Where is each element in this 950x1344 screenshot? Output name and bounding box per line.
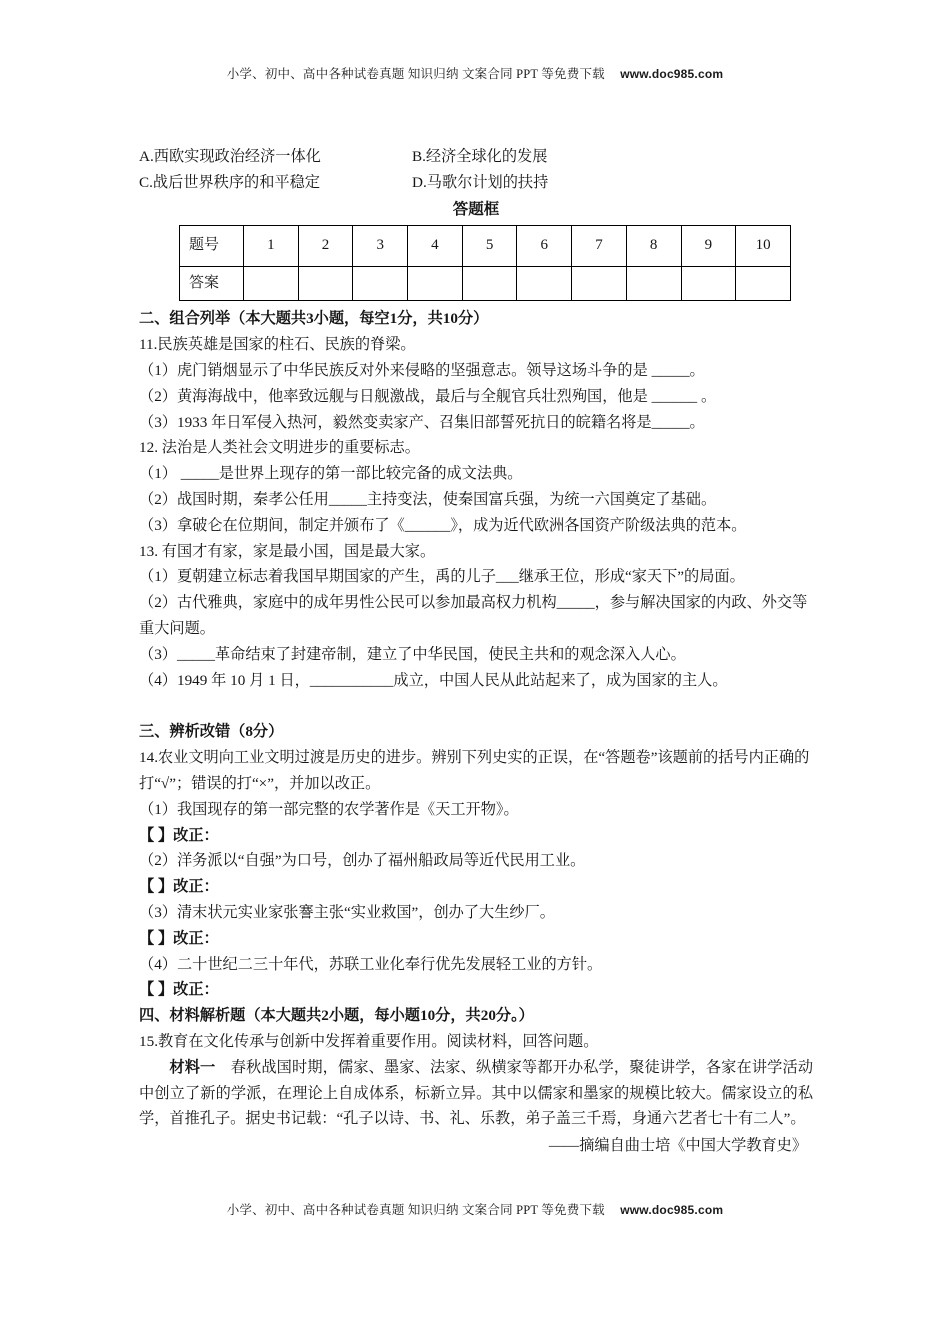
document-header xyxy=(0,64,950,82)
question-12-item-3: （3）拿破仑在位期间，制定并颁布了《______》，成为近代欧洲各国资产阶级法典的范本。 xyxy=(139,516,747,534)
question-15-stem: 15.教育在文化传承与创新中发挥着重要作用。阅读材料，回答问题。 xyxy=(139,1032,599,1050)
correction-line-2: 【 】改正： xyxy=(139,878,219,896)
question-14-item-2: （2）洋务派以“自强”为口号，创办了福州船政局等近代民用工业。 xyxy=(139,852,586,870)
material-one-text: 春秋战国时期，儒家、墨家、法家、纵横家等都开办私学，聚徒讲学，各家在讲学活动中创立了新的学派，在理论上自成体系，标新立异。其中以儒家和墨家的规模比较大。儒家设立的私学，首推孔子。据史书记载：“孔子以诗、书、礼、乐教，弟子盖三千焉，身通六艺者七十有二人”。 xyxy=(139,1058,814,1128)
section-three-title: 三、辨析改错（8分） xyxy=(139,723,284,741)
document-footer xyxy=(0,1200,950,1218)
correction-line-1: 【 】改正： xyxy=(139,826,219,844)
choice-row-ab xyxy=(139,144,813,170)
question-13-item-3: （3）_____革命结束了封建帝制，建立了中华民国，使民主共和的观念深入人心。 xyxy=(139,645,686,663)
choice-option-b: B.经济全球化的发展 xyxy=(412,148,548,165)
answer-cell xyxy=(572,267,627,301)
question-11-item-2: （2）黄海海战中，他率致远舰与日舰激战，最后与全舰官兵壮烈殉国，他是 ______ 。 xyxy=(139,387,717,405)
question-number-cell: 6 xyxy=(517,226,572,267)
question-number-cell: 7 xyxy=(572,226,627,267)
material-one-label: 材料一 xyxy=(169,1058,216,1076)
section-two-title: 二、组合列举（本大题共3小题，每空1分，共10分） xyxy=(139,310,489,328)
answer-table xyxy=(179,225,791,301)
question-13-item-4: （4）1949 年 10 月 1 日，___________成立，中国人民从此站起来了，成为国家的主人。 xyxy=(139,671,728,689)
answer-table-answer-label: 答案 xyxy=(180,267,244,301)
answer-cell xyxy=(298,267,353,301)
answer-cell xyxy=(736,267,791,301)
question-number-cell: 9 xyxy=(681,226,736,267)
section-four-title: 四、材料解析题（本大题共2小题，每小题10分，共20分。） xyxy=(139,1007,534,1025)
question-14-item-3: （3）清末状元实业家张謇主张“实业救国”，创办了大生纱厂。 xyxy=(139,903,555,921)
answer-cell xyxy=(353,267,408,301)
question-number-cell: 2 xyxy=(298,226,353,267)
answer-table-number-row xyxy=(180,226,791,267)
header-site-link[interactable]: www.doc985.com xyxy=(620,67,724,81)
question-number-cell: 4 xyxy=(408,226,463,267)
question-12-item-1: （1） _____是世界上现存的第一部比较完备的成文法典。 xyxy=(139,465,523,483)
answer-box-title: 答题框 xyxy=(452,200,500,218)
exam-content xyxy=(139,144,813,1159)
choice-option-d: D.马歌尔计划的扶持 xyxy=(412,173,549,191)
choice-option-a: A.西欧实现政治经济一体化 xyxy=(139,148,321,165)
question-11-item-1: （1）虎门销烟显示了中华民族反对外来侵略的坚强意志。领导这场斗争的是 _____。 xyxy=(139,361,705,379)
answer-cell xyxy=(517,267,572,301)
question-12-stem: 12. 法治是人类社会文明进步的重要标志。 xyxy=(139,439,420,457)
question-number-cell: 8 xyxy=(626,226,681,267)
answer-cell xyxy=(462,267,517,301)
question-13-stem: 13. 有国才有家，家是最小国，国是最大家。 xyxy=(139,542,436,560)
material-one-paragraph xyxy=(139,1055,813,1132)
correction-line-3: 【 】改正： xyxy=(139,929,219,947)
question-14-item-4: （4）二十世纪二三十年代，苏联工业化奉行优先发展轻工业的方针。 xyxy=(139,955,603,973)
question-14-stem: 14.农业文明向工业文明过渡是历史的进步。辨别下列史实的正误，在“答题卷”该题前的括号内正确的打“√”；错误的打“×”，并加以改正。 xyxy=(139,749,810,792)
footer-site-link[interactable]: www.doc985.com xyxy=(620,1203,724,1217)
question-number-cell: 10 xyxy=(736,226,791,267)
header-promo-text: 小学、初中、高中各种试卷真题 知识归纳 文案合同 PPT 等免费下载 xyxy=(226,67,605,81)
question-11-stem: 11.民族英雄是国家的柱石、民族的脊梁。 xyxy=(139,336,416,354)
correction-line-4: 【 】改正： xyxy=(139,981,219,999)
answer-table-answer-row xyxy=(180,267,791,301)
footer-promo-text: 小学、初中、高中各种试卷真题 知识归纳 文案合同 PPT 等免费下载 xyxy=(226,1203,605,1217)
question-11-item-3: （3）1933 年日军侵入热河，毅然变卖家产、召集旧部誓死抗日的皖籍名将是_____。 xyxy=(139,413,705,431)
question-13-item-1: （1）夏朝建立标志着我国早期国家的产生，禹的儿子___继承王位，形成“家天下”的局面。 xyxy=(139,568,745,586)
choice-row-cd xyxy=(139,170,813,196)
answer-table-question-label: 题号 xyxy=(180,226,244,267)
question-14-item-1: （1）我国现存的第一部完整的农学著作是《天工开物》。 xyxy=(139,800,519,818)
question-number-cell: 5 xyxy=(462,226,517,267)
question-number-cell: 3 xyxy=(353,226,408,267)
choice-option-c: C.战后世界秩序的和平稳定 xyxy=(139,173,320,191)
question-13-item-2: （2）古代雅典，家庭中的成年男性公民可以参加最高权力机构_____，参与解决国家的内政、外交等重大问题。 xyxy=(139,594,808,637)
material-one-attribution: ——摘编自曲士培《中国大学教育史》 xyxy=(548,1137,807,1155)
answer-cell xyxy=(681,267,736,301)
answer-cell xyxy=(244,267,299,301)
question-number-cell: 1 xyxy=(244,226,299,267)
question-12-item-2: （2）战国时期，秦孝公任用_____主持变法，使秦国富兵强，为统一六国奠定了基础。 xyxy=(139,490,717,508)
answer-cell xyxy=(408,267,463,301)
answer-cell xyxy=(626,267,681,301)
